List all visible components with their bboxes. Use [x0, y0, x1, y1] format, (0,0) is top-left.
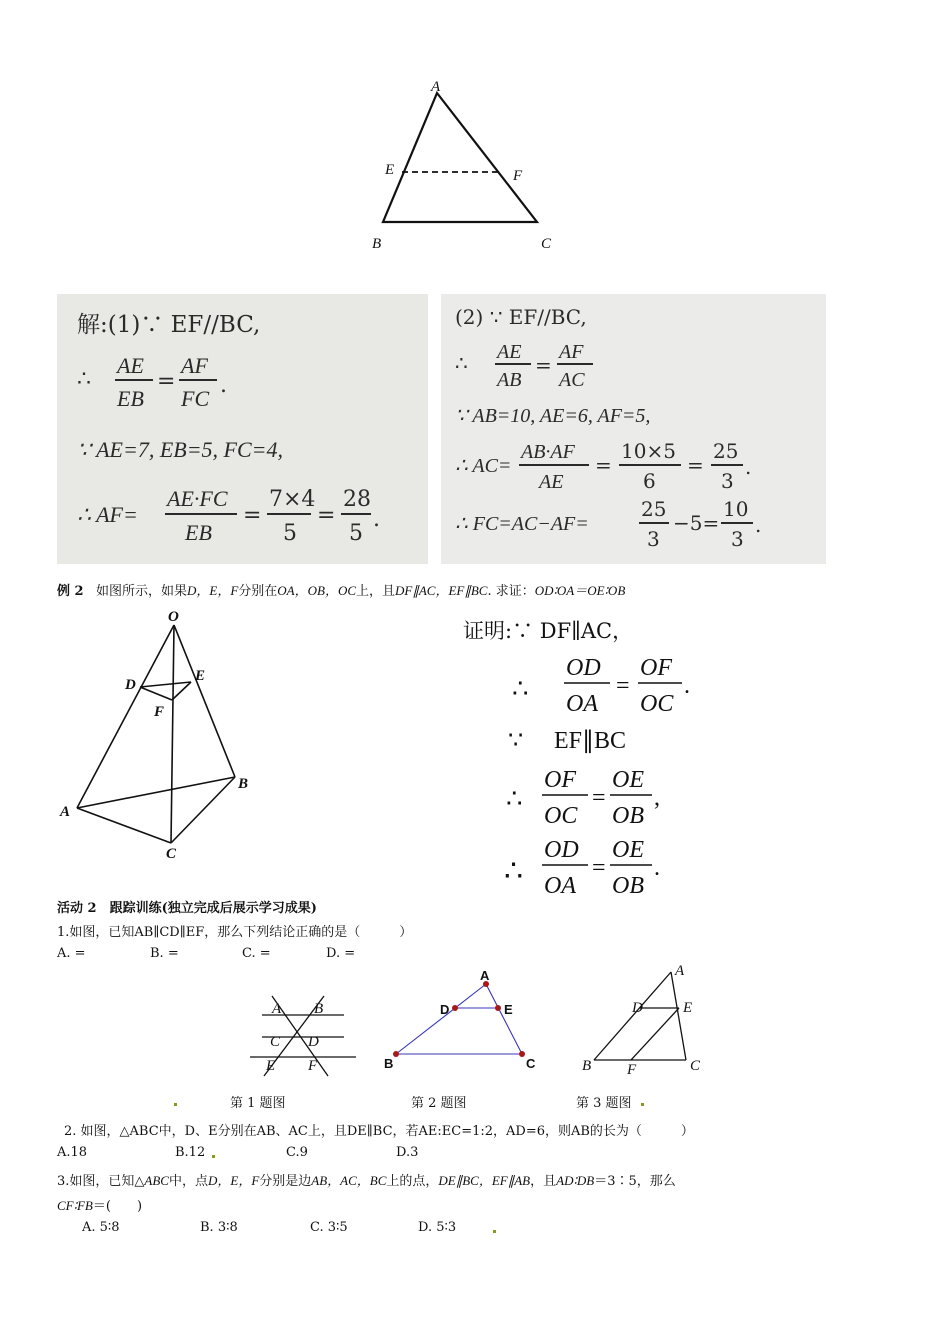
q3-ratio: AD∶DB — [556, 1173, 595, 1188]
solution-photo-1 — [57, 294, 428, 564]
q3-option-b: B. 3∶8 — [200, 1220, 238, 1235]
label-o: O — [168, 609, 179, 625]
proof-f4-den: OB — [612, 803, 644, 829]
dot-mark-2 — [641, 1103, 644, 1106]
q1-option-b: B. = — [150, 946, 179, 961]
sol1-therefore: ∴ — [77, 367, 91, 392]
proof-f2-num: OF — [640, 655, 672, 681]
example2-text-b: 分别在 — [238, 584, 278, 599]
q1fig-f: F — [308, 1058, 318, 1074]
q1fig-d: D — [308, 1034, 319, 1050]
q3fig-a: A — [675, 963, 685, 979]
sol2-ac-f2-den: 6 — [643, 469, 656, 493]
sol2-therefore: ∴ — [455, 351, 468, 375]
svg-text:=: = — [157, 369, 176, 394]
label-f: F — [513, 168, 523, 184]
triangle-abc-lines — [383, 93, 537, 222]
sol2-given: ∵ AB=10, AE=6, AF=5, — [455, 405, 651, 427]
svg-text:.: . — [684, 673, 690, 699]
proof-f1-den: OA — [566, 691, 598, 717]
caption-fig3: 第 3 题图 — [576, 1096, 632, 1111]
svg-text:.: . — [373, 507, 380, 532]
proof-f6-num: OE — [612, 837, 644, 863]
q1fig-a: A — [272, 1001, 282, 1017]
sol1-head: 解:(1)∵ EF//BC, — [77, 312, 261, 338]
example2-text-d: . 求证： — [487, 584, 535, 599]
proof-f4-num: OE — [612, 767, 644, 793]
sol1-f1-den: EB — [117, 386, 144, 411]
q2-option-d: D.3 — [396, 1145, 419, 1160]
q1-figure — [240, 990, 370, 1080]
q2fig-a: A — [480, 968, 490, 983]
svg-text:=: = — [317, 503, 336, 528]
sol1-res-den: EB — [185, 520, 212, 545]
sol2-fc-f2-num: 10 — [723, 497, 749, 521]
q3-cond: DE∥BC，EF∥AB — [438, 1173, 531, 1188]
caption-fig2: 第 2 题图 — [411, 1096, 467, 1111]
sol2-fc-f1-den: 3 — [647, 527, 660, 551]
q3-option-d: D. 5∶3 — [418, 1220, 457, 1235]
q3fig-d: D — [632, 1000, 643, 1016]
q3-part-a: 3.如图，已知△ — [57, 1174, 145, 1189]
dot-mark-1 — [174, 1103, 177, 1106]
proof-f3-num: OF — [544, 767, 576, 793]
sol2-ac-f1-den: AE — [539, 471, 564, 493]
label-e2: E — [195, 668, 206, 684]
q3-part-e: ，且 — [530, 1174, 557, 1189]
q2fig-b: B — [384, 1056, 394, 1071]
sol1-res3-num: 28 — [343, 487, 371, 512]
svg-text:.: . — [654, 855, 660, 881]
svg-text:=: = — [243, 503, 262, 528]
sol1-res3-den: 5 — [349, 521, 363, 546]
q1fig-c: C — [270, 1034, 281, 1050]
q3-part-b: 中，点 — [168, 1174, 208, 1189]
proof-f3-den: OC — [544, 803, 578, 829]
proof-f5-num: OD — [544, 837, 579, 863]
q3-part-f: ＝3∶5，那么 — [594, 1174, 676, 1189]
activity-heading: 活动 2 跟踪训练(独立完成后展示学习成果) — [57, 901, 317, 916]
sol2-fc-f2-den: 3 — [731, 527, 744, 551]
svg-text:=: = — [595, 453, 612, 477]
dot-mark-4 — [493, 1230, 496, 1233]
example2-line — [57, 580, 625, 599]
solution-photo-2 — [441, 294, 826, 564]
sol1-given: ∵ AE=7, EB=5, FC=4, — [77, 437, 284, 462]
sol2-f1-num: AE — [497, 341, 522, 363]
example2-pts: D，E，F — [187, 583, 239, 598]
q3-option-a: A. 5∶8 — [82, 1220, 120, 1235]
sol2-ac-f3-den: 3 — [721, 469, 734, 493]
svg-text:.: . — [220, 373, 227, 398]
caption-fig1: 第 1 题图 — [230, 1096, 286, 1111]
sol2-ac-f3-num: 25 — [713, 439, 739, 463]
sol1-res-num: AE·FC — [167, 486, 228, 511]
label-f2: F — [154, 704, 165, 720]
proof-f5-den: OA — [544, 873, 576, 899]
sol2-fc-f1-num: 25 — [641, 497, 667, 521]
label-a: A — [431, 79, 441, 95]
q1-option-c: C. = — [242, 946, 271, 961]
q2-figure — [378, 966, 548, 1076]
q1-option-d: D. = — [326, 946, 356, 961]
label-c2: C — [166, 846, 177, 862]
proof-block — [460, 605, 740, 899]
label-b: B — [372, 236, 382, 252]
q3-pts: D，E，F — [207, 1173, 260, 1188]
q3-part-d: 上的点， — [386, 1174, 439, 1189]
sol1-f2-den: FC — [181, 386, 210, 411]
q3fig-f: F — [627, 1062, 637, 1078]
proof-f1-num: OD — [566, 655, 601, 681]
q3-stem-line1 — [57, 1170, 676, 1189]
sol1-f1-num: AE — [117, 353, 144, 378]
sol1-res-lhs: ∴ AF= — [77, 502, 138, 527]
q2-option-c: C.9 — [286, 1145, 308, 1160]
q1-option-a: A. = — [57, 946, 86, 961]
svg-text:.: . — [755, 513, 762, 537]
q3-cf-fb: CF∶FB — [57, 1198, 93, 1213]
svg-text:.: . — [745, 455, 752, 479]
sol1-res2-den: 5 — [283, 521, 297, 546]
svg-text:=: = — [592, 855, 606, 881]
svg-text:=: = — [535, 353, 552, 377]
sol2-ac-f1-num: AB·AF — [521, 441, 575, 463]
proof-therefore-3: ∴ — [504, 855, 524, 888]
sol2-f1-den: AB — [497, 369, 522, 391]
q3-option-c: C. 3∶5 — [310, 1220, 348, 1235]
q2fig-c: C — [526, 1056, 536, 1071]
sol2-ac-f2-num: 10×5 — [621, 439, 676, 463]
proof-line1: 证明:∵ DF∥AC， — [463, 619, 634, 643]
sol2-f2-num: AF — [559, 341, 584, 363]
q3-sides: AB，AC，BC — [311, 1173, 387, 1188]
example2-text-a: 如图所示，如果 — [95, 584, 187, 599]
q2fig-d: D — [440, 1002, 450, 1017]
q2-option-b: B.12 — [175, 1145, 206, 1160]
sol2-f2-den: AC — [559, 369, 585, 391]
svg-text:=: = — [616, 673, 630, 699]
dot-mark-3 — [212, 1155, 215, 1158]
label-e: E — [385, 162, 395, 178]
q2fig-e: E — [504, 1002, 513, 1017]
example2-goal: OD∶OA＝OE∶OB — [534, 583, 626, 598]
label-c: C — [541, 236, 552, 252]
svg-text:,: , — [654, 785, 660, 811]
q3fig-c: C — [690, 1058, 701, 1074]
label-a2: A — [60, 804, 71, 820]
sol2-ac-lhs: ∴ AC= — [455, 455, 512, 477]
sol2-fc-mid: −5= — [673, 511, 720, 535]
proof-line3: EF∥BC — [554, 728, 627, 754]
example2-text-c: 上，且 — [356, 584, 396, 599]
q1fig-e: E — [266, 1058, 276, 1074]
proof-f2-den: OC — [640, 691, 674, 717]
q3-stem-line2 — [57, 1195, 142, 1214]
q1fig-b: B — [314, 1001, 324, 1017]
q3-abc: ABC — [144, 1173, 169, 1188]
q2-stem: 2. 如图，△ABC中，D、E分别在AB、AC上，且DE∥BC，若AE:EC=1:2，AD=6，则AB的长为（ ） — [64, 1124, 694, 1139]
q3fig-e: E — [683, 1000, 693, 1016]
label-d: D — [125, 677, 136, 693]
svg-text:=: = — [687, 453, 704, 477]
sol1-f2-num: AF — [181, 353, 208, 378]
sol1-res2-num: 7×4 — [269, 487, 316, 512]
pyramid-figure — [50, 610, 350, 870]
proof-because: ∵ — [508, 728, 524, 754]
q3-blank: ＝( ) — [92, 1199, 143, 1214]
label-b2: B — [238, 776, 249, 792]
example2-label: 例 2 — [57, 584, 84, 599]
svg-text:=: = — [592, 785, 606, 811]
q3fig-b: B — [582, 1058, 592, 1074]
q1-stem: 1.如图，已知AB∥CD∥EF，那么下列结论正确的是（ ） — [57, 925, 413, 940]
proof-f6-den: OB — [612, 873, 644, 899]
example2-cond: DF∥AC，EF∥BC — [395, 583, 488, 598]
example2-lines: OA，OB，OC — [277, 583, 357, 598]
sol2-fc-lhs: ∴ FC=AC−AF= — [455, 513, 589, 535]
q3-figure — [578, 962, 718, 1077]
sol2-head: (2) ∵ EF//BC, — [455, 305, 587, 329]
q3-part-c: 分别是边 — [259, 1174, 312, 1189]
triangle-figure-1 — [0, 0, 950, 260]
proof-therefore-1: ∴ — [512, 674, 529, 703]
proof-therefore-2: ∴ — [506, 784, 523, 813]
q2-option-a: A.18 — [57, 1145, 88, 1160]
